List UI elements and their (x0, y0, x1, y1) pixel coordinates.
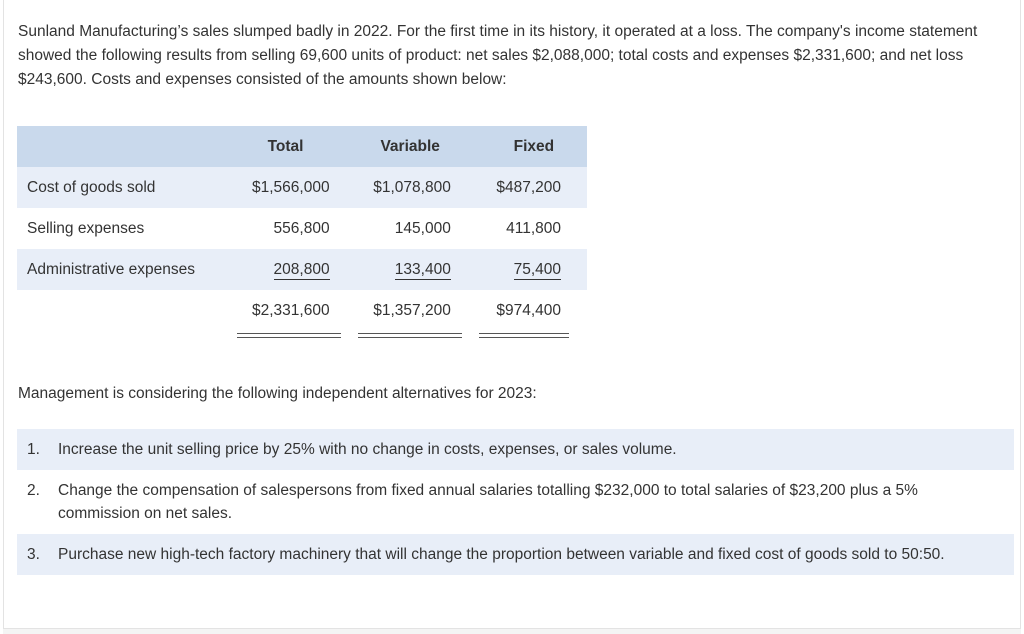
alternatives-list (17, 429, 1014, 575)
table-header-row (17, 126, 587, 167)
total-variable: $1,357,200 (340, 290, 461, 331)
double-underline-total (237, 333, 341, 338)
row-label: Cost of goods sold (17, 167, 221, 208)
table-row (17, 208, 587, 249)
list-item (17, 429, 1014, 470)
cell-fixed: $487,200 (461, 167, 587, 208)
row-label: Selling expenses (17, 208, 221, 249)
total-fixed: $974,400 (461, 290, 587, 331)
cell-fixed-value: 75,400 (513, 260, 561, 278)
costs-table (17, 126, 587, 331)
list-item-number: 1. (27, 441, 40, 458)
table-row (17, 167, 587, 208)
cell-total-value: 208,800 (273, 260, 330, 278)
total-total: $2,331,600 (221, 290, 339, 331)
cell-variable: $1,078,800 (340, 167, 461, 208)
management-text: Management is considering the following independent alternatives for 2023: (18, 385, 537, 402)
list-item-number: 3. (27, 546, 40, 563)
list-item-text: Purchase new high-tech factory machinery that will change the proportion between variable and fixed cost of goods sold to 50:50. (58, 546, 945, 563)
cell-total: 556,800 (221, 208, 339, 249)
totals-row (17, 290, 587, 331)
cell-fixed: 411,800 (461, 208, 587, 249)
list-item (17, 534, 1014, 575)
header-blank (17, 126, 221, 167)
totals-label (17, 290, 221, 331)
list-item-text: Change the compensation of salespersons from fixed annual salaries totalling $232,000 to total salaries of $23,200 plus a 5% commission on net sales. (58, 482, 918, 522)
list-item-text: Increase the unit selling price by 25% with no change in costs, expenses, or sales volume. (58, 441, 677, 458)
row-label: Administrative expenses (17, 249, 221, 290)
header-variable: Variable (340, 126, 461, 167)
cell-fixed (461, 249, 587, 290)
problem-intro-text: Sunland Manufacturing’s sales slumped badly in 2022. For the first time in its history, it operated at a loss. The company's income statement showed the following results from selling 69,600 units of product: net sales $2,088,000; total costs and expenses $2,331,600; and net loss $243,600. Costs and expenses consisted of the amounts shown below: (18, 23, 978, 88)
cell-variable (340, 249, 461, 290)
list-item (17, 470, 1014, 534)
double-underline-fixed (479, 333, 569, 338)
cell-total: $1,566,000 (221, 167, 339, 208)
header-fixed: Fixed (461, 126, 587, 167)
cell-variable: 145,000 (340, 208, 461, 249)
double-underline-variable (358, 333, 462, 338)
table-row (17, 249, 587, 290)
list-item-number: 2. (27, 482, 40, 499)
cell-variable-value: 133,400 (394, 260, 451, 278)
bottom-strip (3, 629, 1021, 634)
cell-total (221, 249, 339, 290)
header-total: Total (221, 126, 339, 167)
